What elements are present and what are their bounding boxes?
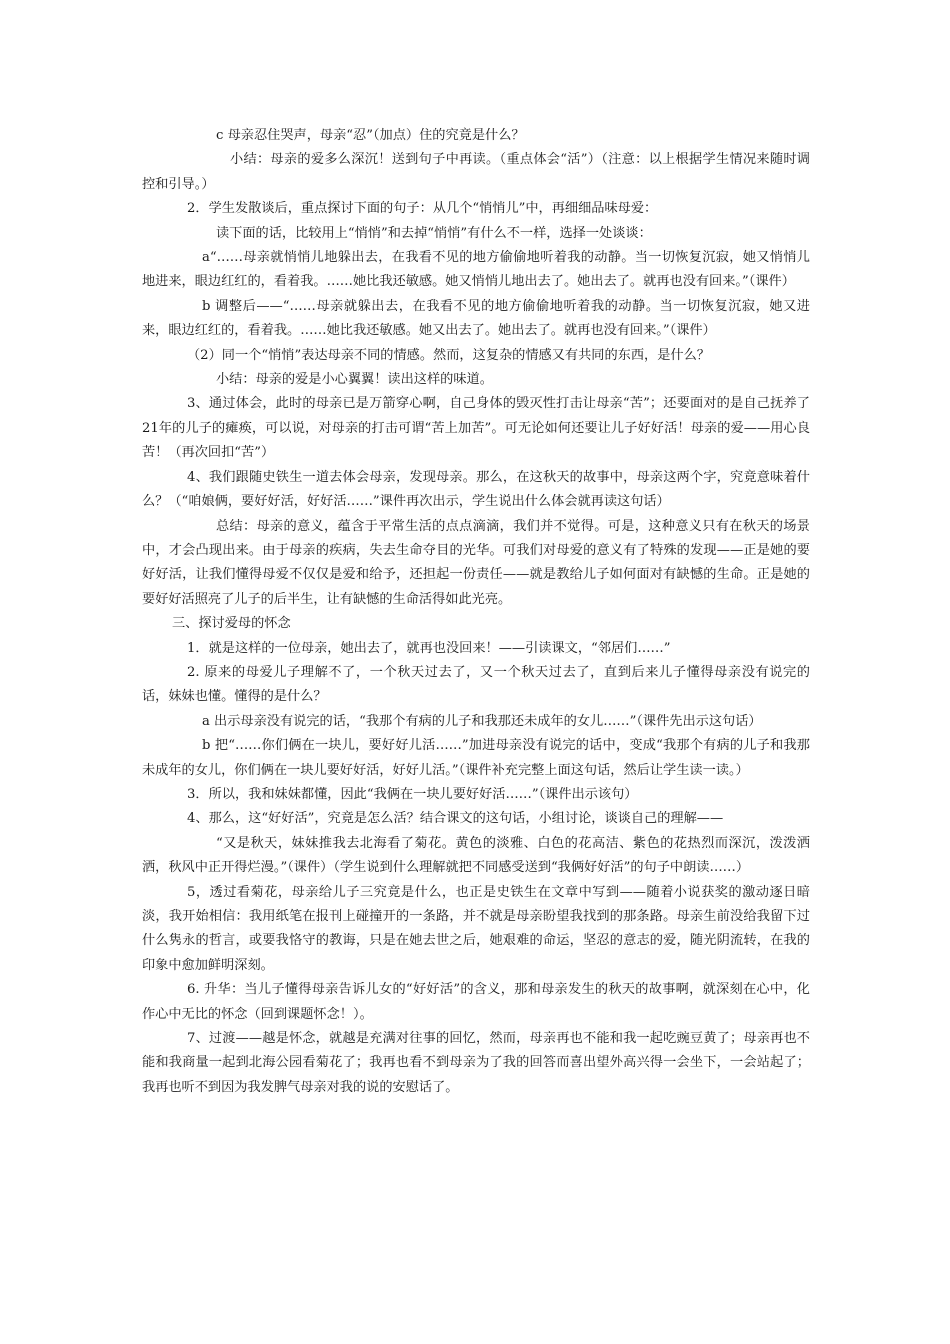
paragraph-step-3: 3、通过体会，此时的母亲已是万箭穿心啊，自己身体的毁灭性打击让母亲“苦”；还要面对的是自己抚养了21年的儿子的瘫痪，可以说，对母亲的打击可谓“苦上加苦”。可无论如何还要让儿子好好活！母亲的爱——用心良苦！（再次回扣“苦”） <box>142 396 810 461</box>
paragraph-part3-b: b 把“……你们俩在一块儿，要好好儿活……”加进母亲没有说完的话中，变成“我那个有病的儿子和我那未成年的女儿，你们俩在一块儿要好好活，好好儿活。”（课件补充完整上面这句话，然后让学生读一读。） <box>142 738 810 778</box>
paragraph-summary-2: 小结：母亲的爱是小心翼翼！读出这样的味道。 <box>216 372 493 388</box>
paragraph-summary-1: 小结：母亲的爱多么深沉！送到句子中再读。（重点体会“活”）（注意：以上根据学生情况来随时调控和引导。） <box>142 152 810 192</box>
paragraph-part3-step-2: 2. 原来的母爱儿子理解不了，一个秋天过去了，又一个秋天过去了，直到后来儿子懂得母亲没有说完的话，妹妹也懂。懂得的是什么？ <box>142 664 810 705</box>
paragraph-quote-a: a“……母亲就悄悄儿地躲出去，在我看不见的地方偷偷地听着我的动静。当一切恢复沉寂，她又悄悄儿地进来，眼边红红的，看着我。……她比我还敏感。她又悄悄儿地出去了。她出去了。就再也没有回来。”（课件） <box>142 250 810 290</box>
paragraph-part3-step-3: 3．所以，我和妹妹都懂，因此“我俩在一块儿要好好活……”（课件出示该句） <box>187 786 638 802</box>
section-heading-3: 三、探讨爱母的怀念 <box>172 616 291 632</box>
paragraph-part3-step-1: 1．就是这样的一位母亲，她出去了，就再也没回来！——引读课文，“邻居们……” <box>187 640 671 656</box>
paragraph-part3-step-7: 7、过渡——越是怀念，就越是充满对往事的回忆，然而，母亲再也不能和我一起吃豌豆黄了；母亲再也不能和我商量一起到北海公园看菊花了；我再也看不到母亲为了我的回答而喜出望外高兴得一会坐下，一会站起了；我再也听不到因为我发脾气母亲对我的说的安慰话了。 <box>142 1031 810 1095</box>
paragraph-reading-instruction: 读下面的话，比较用上“悄悄”和去掉“悄悄”有什么不一样，选择一处谈谈： <box>216 225 652 241</box>
paragraph-autumn-quote: “又是秋天，妹妹推我去北海看了菊花。黄色的淡雅、白色的花高洁、紫色的花热烈而深沉，泼泼洒洒，秋风中正开得烂漫。”（课件）（学生说到什么理解就把不同感受送到“我俩好好活”的句子中朗读……） <box>142 835 810 876</box>
paragraph-conclusion: 总结：母亲的意义，蕴含于平常生活的点点滴滴，我们并不觉得。可是，这种意义只有在秋天的场景中，才会凸现出来。由于母亲的疾病，失去生命夺目的光华。可我们对母爱的意义有了特殊的发现——正是她的要好好活，让我们懂得母爱不仅仅是爱和给予，还担起一份责任——就是教给儿子如何面对有缺憾的生命。正是她的要好好活照亮了儿子的后半生，让有缺憾的生命活得如此光亮。 <box>142 518 810 607</box>
paragraph-part3-step-5: 5，透过看菊花，母亲给儿子三究竟是什么，也正是史铁生在文章中写到——随着小说获奖的激动逐日暗淡，我开始相信：我用纸笔在报刊上碰撞开的一条路，并不就是母亲盼望我找到的那条路。母亲生前没给我留下过什么隽永的哲言，或要我恪守的教诲，只是在她去世之后，她艰难的命运，坚忍的意志的爱，随光阴流转，在我的印象中愈加鲜明深刻。 <box>142 884 810 973</box>
paragraph-quote-b: b 调整后——“……母亲就躲出去，在我看不见的地方偷偷地听着我的动静。当一切恢复沉寂，她又进来，眼边红红的，看着我。……她比我还敏感。她又出去了。她出去了。就再也没有回来。”（课件） <box>142 298 810 339</box>
paragraph-part3-a: a 出示母亲没有说完的话，“我那个有病的儿子和我那还未成年的女儿……”（课件先出示这句话） <box>202 713 762 729</box>
paragraph-question-c: c 母亲忍住哭声，母亲“忍”（加点）住的究竟是什么？ <box>216 128 525 143</box>
paragraph-step-4: 4、我们跟随史铁生一道去体会母亲，发现母亲。那么，在这秋天的故事中，母亲这两个字，究竟意味着什么？（“咱娘俩，要好好活，好好活……”课件再次出示，学生说出什么体会就再读这句话） <box>142 469 810 510</box>
paragraph-step-2: 2．学生发散谈后，重点探讨下面的句子：从几个“悄悄儿”中，再细细品味母爱： <box>187 201 658 217</box>
paragraph-part3-step-6: 6. 升华：当儿子懂得母亲告诉儿女的“好好活”的含义，那和母亲发生的秋天的故事啊，就深刻在心中，化作心中无比的怀念（回到课题怀念！）。 <box>142 982 810 1022</box>
paragraph-question-2: （2）同一个“悄悄”表达母亲不同的情感。然而，这复杂的情感又有共同的东西，是什么？ <box>187 347 710 363</box>
document-page <box>142 124 810 1100</box>
paragraph-part3-step-4: 4、那么，这“好好活”，究竟是怎么活？结合课文的这句话，小组讨论，谈谈自己的理解—— <box>187 811 724 827</box>
